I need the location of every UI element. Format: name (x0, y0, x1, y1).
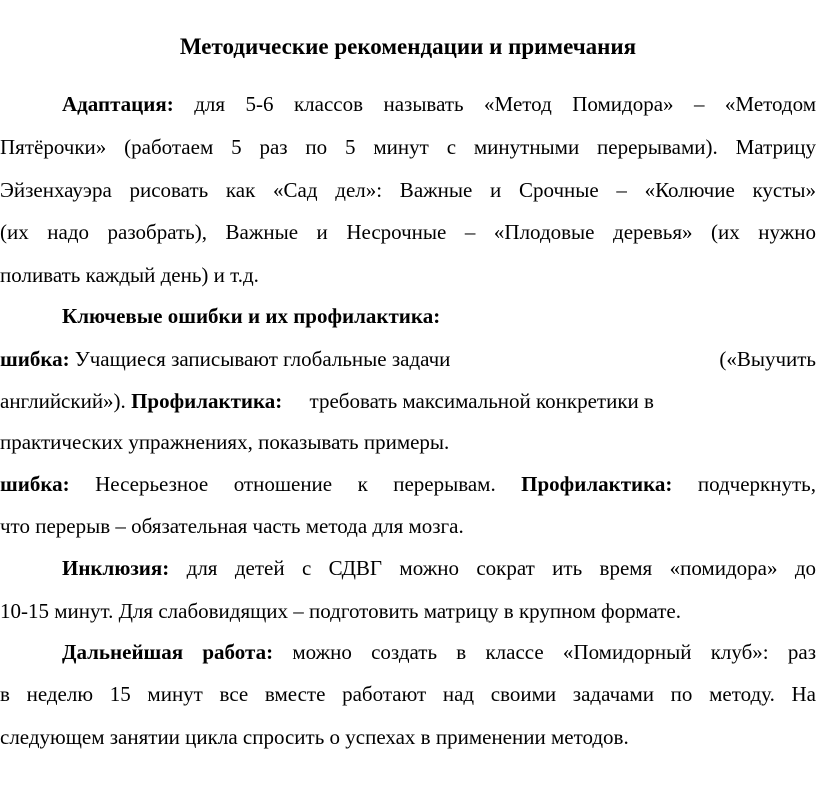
adaptation-line-4: (их надо разобрать), Важные и Несрочные – «Плодовые деревья» (их нужно (0, 220, 816, 244)
error-1-text: Учащиеся записывают глобальные задачи (74, 347, 451, 371)
adaptation-line-5: поливать каждый день) и т.д. (0, 263, 259, 287)
inclusion-line-2: 10-15 минут. Для слабовидящих – подготовить матрицу в крупном формате. (0, 599, 681, 623)
error-2-text: Несерьезное отношение к перерывам. (95, 472, 496, 496)
adaptation-label: Адаптация: (62, 92, 174, 116)
page-title: Методические рекомендации и примечания (179, 34, 637, 59)
error-1-main (0, 345, 450, 373)
error-2-prof-label: Профилактика: (521, 472, 673, 496)
error-1-prof-text: требовать максимальной конкретики в (309, 389, 654, 413)
error-1-prof-label: Профилактика: (131, 389, 283, 413)
adaptation-text-1: для 5-6 классов называть «Метод Помидора» – «Методом (194, 92, 816, 116)
adaptation-line-1 (0, 90, 816, 118)
inclusion-text-1: для детей с СДВГ можно сократ ить время «помидора» до (186, 556, 816, 580)
inclusion-label: Инклюзия: (62, 556, 170, 580)
error-2-line-2: что перерыв – обязательная часть метода для мозга. (0, 514, 464, 538)
error-1-example: («Выучить (719, 347, 816, 371)
error-2-label: шибка: (0, 472, 70, 496)
error-1-line-2 (0, 387, 816, 415)
further-line-3: следующем занятии цикла спросить о успехах в применении методов. (0, 725, 629, 749)
further-text-1: можно создать в классе «Помидорный клуб»: раз (292, 640, 816, 664)
further-line-1 (0, 638, 816, 666)
error-1-label: шибка: (0, 347, 70, 371)
error-1-example-end: английский»). (0, 389, 126, 413)
inclusion-line-1 (0, 554, 816, 582)
further-label: Дальнейшая работа: (62, 640, 274, 664)
error-1-line-1 (0, 345, 816, 373)
error-2-prof-text: подчеркнуть, (697, 472, 816, 496)
error-1-line-3: практических упражнениях, показывать примеры. (0, 430, 450, 454)
errors-heading (0, 302, 816, 330)
error-2-line-1 (0, 470, 816, 498)
adaptation-line-2: Пятёрочки» (работаем 5 раз по 5 минут с минутными перерывами). Матрицу (0, 135, 816, 159)
adaptation-line-3: Эйзенхауэра рисовать как «Сад дел»: Важные и Срочные – «Колючие кусты» (0, 178, 816, 202)
errors-heading-text: Ключевые ошибки и их профилактика: (62, 304, 441, 328)
further-line-2: в неделю 15 минут все вместе работают над своими задачами по методу. На (0, 682, 816, 706)
